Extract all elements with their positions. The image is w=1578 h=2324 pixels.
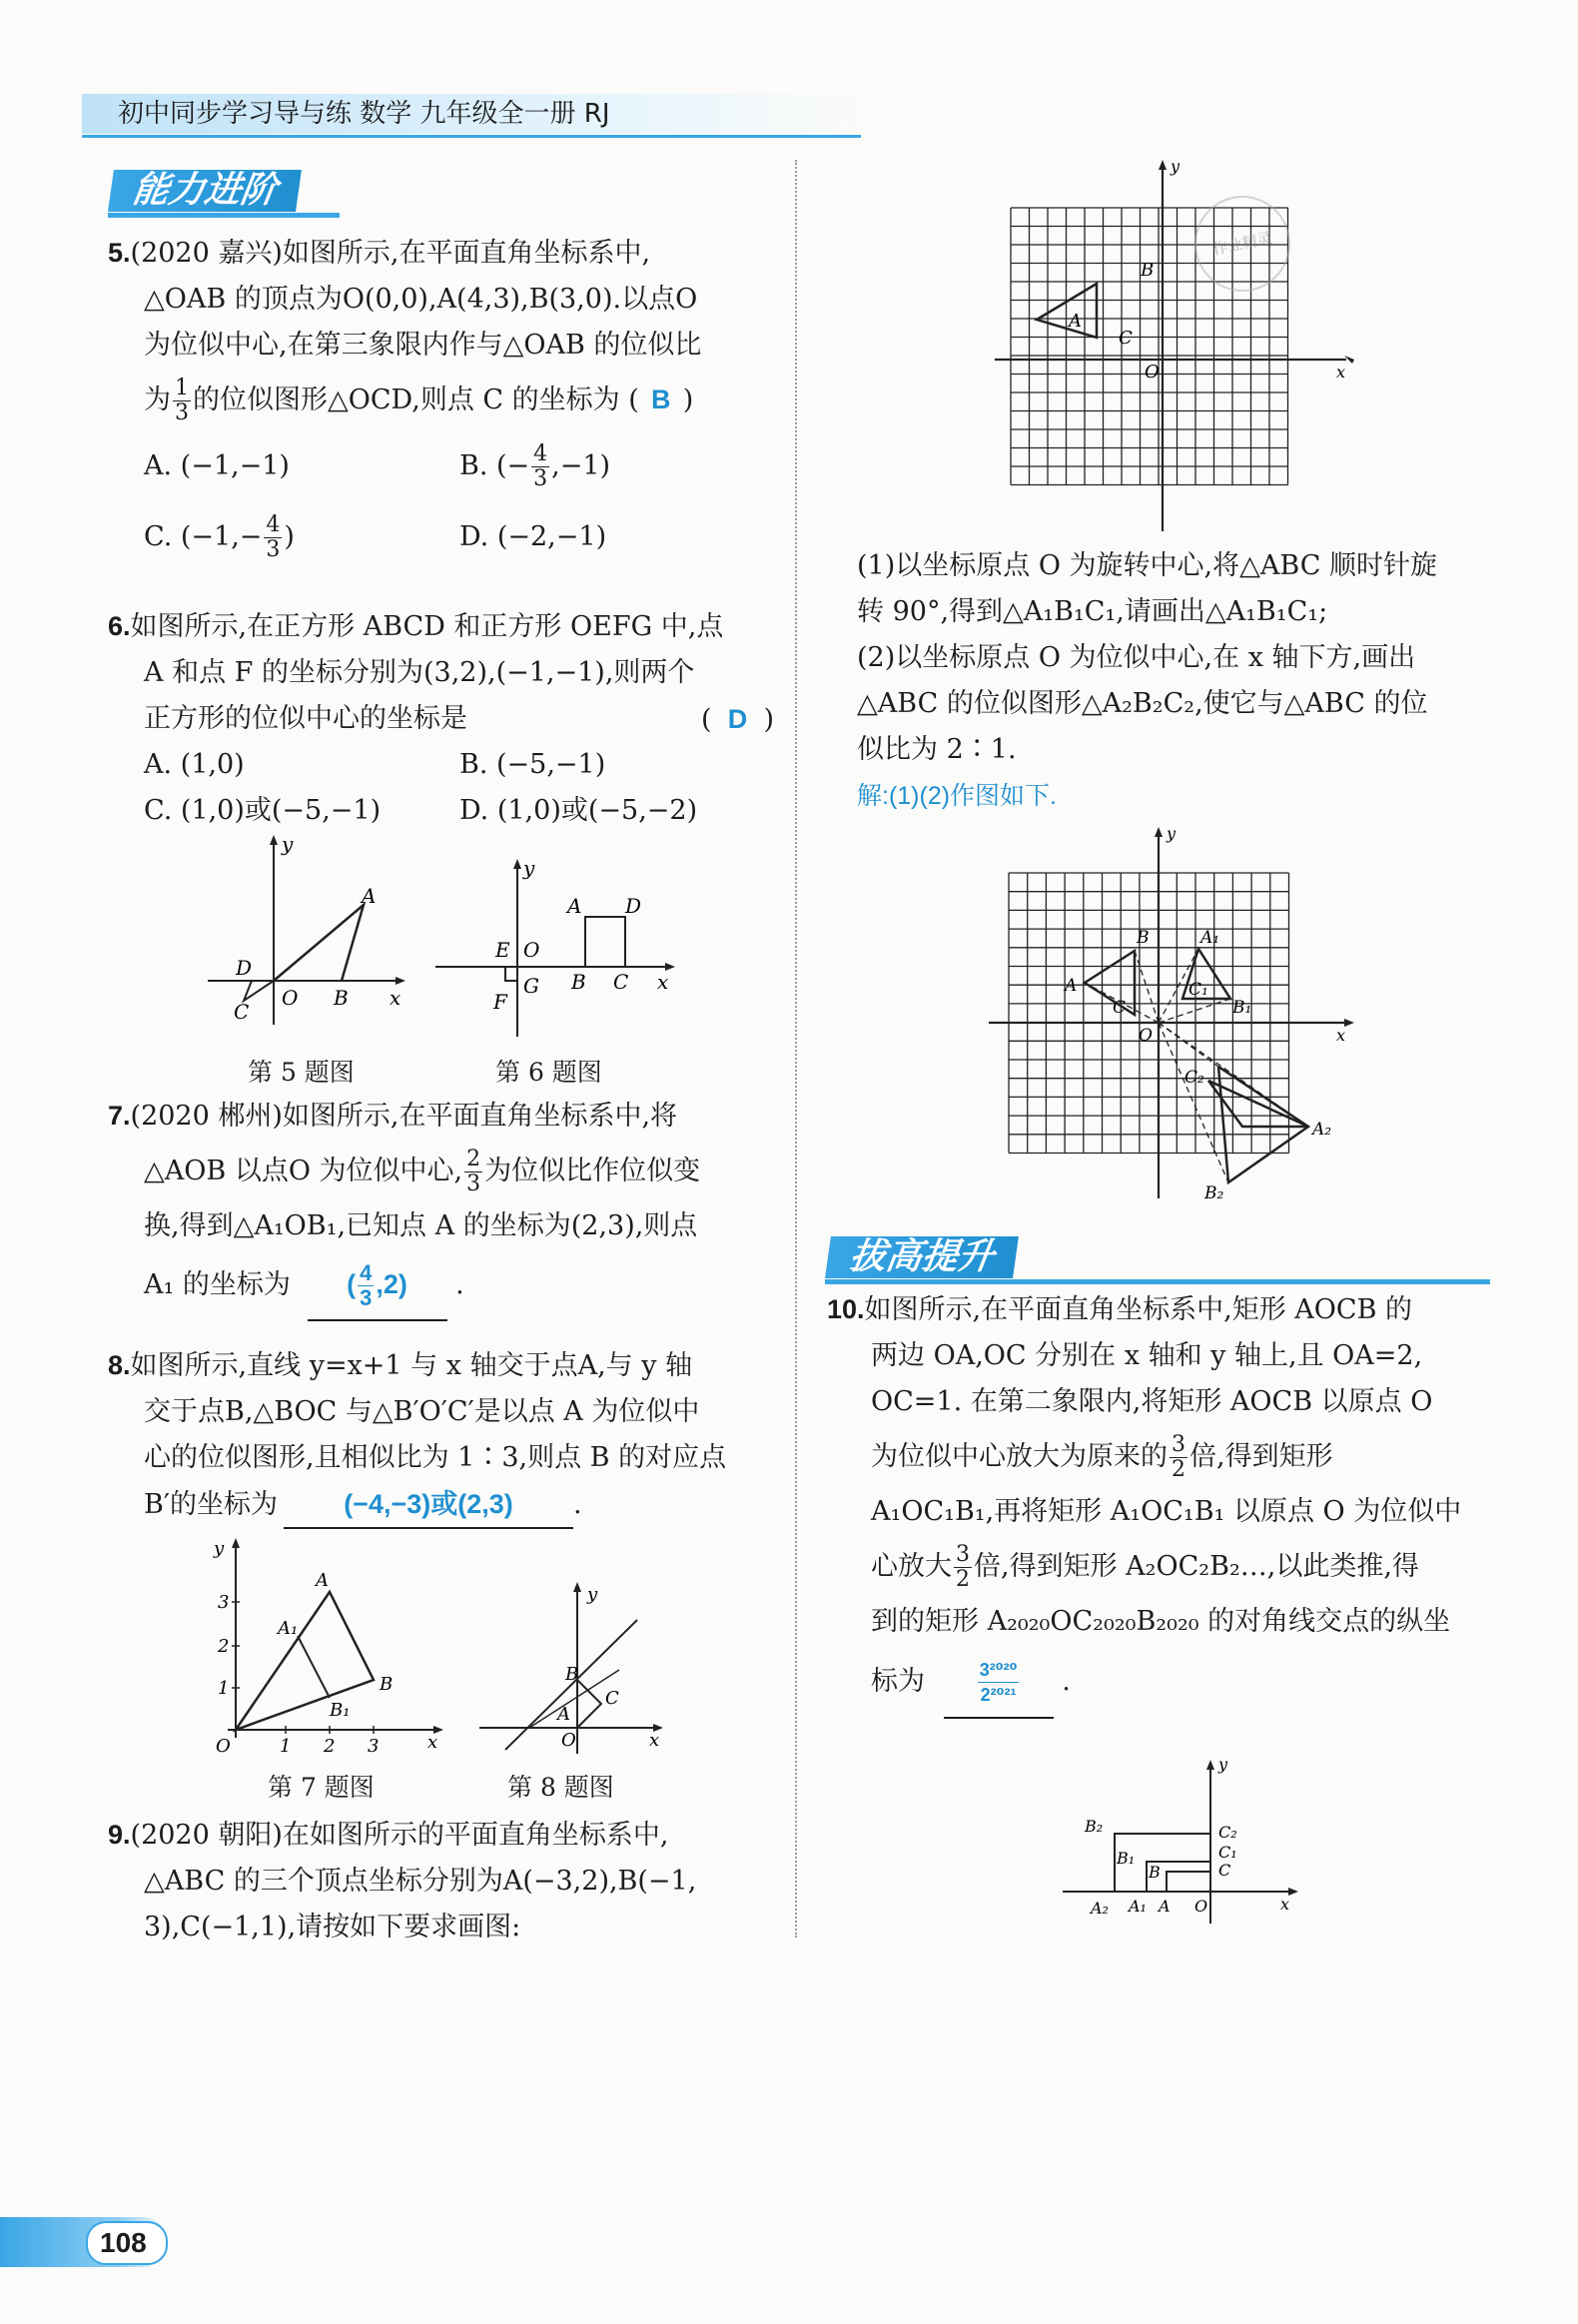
q5: 5.(2020 嘉兴)如图所示,在平面直角坐标系中, △OAB 的顶点为O(0,0),A(4,3),B(3,0).以点O 为位似中心,在第三象限内作与△OAB 的位似比 为 $\frac{1}{3}$ 的位似图形△OCD,则点 C 的坐标为 ( B ) A. (−1,−1) B. (− $\frac{4}{3}$ ,−1) C. (−1,− $\frac{4}{3}$ ) D. (−2,−1) — [108, 230, 779, 572]
svg-text:B: B — [571, 970, 586, 994]
svg-text:G: G — [523, 974, 539, 998]
q6-answer: D — [727, 704, 748, 734]
q6-option-c: C. (1,0)或(−5,−1) — [144, 795, 382, 826]
svg-text:D: D — [236, 956, 253, 980]
q9-parts: (1)以坐标原点 O 为旋转中心,将△ABC 顺时针旋 转 90°,得到△A₁B₁C₁,请画出△A₁B₁C₁; (2)以坐标原点 O 为位似中心,在 x 轴下方,画出 △ABC 的位似图形△A₂B₂C₂,使它与△ABC 的位 似比为 2∶1. 解:(1)(2)作图如下. — [857, 543, 1496, 819]
svg-text:x: x — [1280, 1895, 1290, 1914]
svg-text:A₂: A₂ — [1091, 1899, 1109, 1918]
section-ability-label: 能力进阶 — [108, 170, 302, 212]
svg-text:2: 2 — [218, 1636, 230, 1657]
svg-text:O: O — [1145, 362, 1160, 383]
svg-text:y: y — [214, 1538, 225, 1559]
svg-text:O: O — [523, 938, 540, 962]
svg-text:O: O — [216, 1736, 231, 1757]
svg-text:O: O — [282, 986, 299, 1010]
svg-text:B: B — [1149, 1863, 1161, 1882]
svg-text:A: A — [1159, 1897, 1171, 1916]
svg-text:B: B — [1141, 260, 1155, 281]
q10-answer: $\frac{\text{3²⁰²⁰}}{\text{2²⁰²¹}}$ — [944, 1645, 1054, 1719]
svg-text:A: A — [362, 884, 377, 908]
figure-8 — [469, 1578, 669, 1758]
svg-text:A: A — [1069, 311, 1082, 332]
q7: 7.(2020 郴州)如图所示,在平面直角坐标系中,将 △AOB 以点O 为位似中心, $\frac{2}{3}$ 为位似比作位似变 换,得到△A₁OB₁,已知点 A 的坐标为(2,3),则点 A₁ 的坐标为 ( $\frac{4}{3}$ ,2) . — [108, 1093, 779, 1319]
svg-text:A₂: A₂ — [1312, 1120, 1332, 1140]
page-number-tab — [0, 2217, 168, 2267]
svg-text:B: B — [1137, 928, 1150, 948]
svg-text:x: x — [1336, 363, 1346, 382]
q6-option-d: D. (1,0)或(−5,−2) — [459, 795, 698, 826]
svg-text:3: 3 — [368, 1736, 380, 1757]
svg-text:C: C — [1113, 998, 1127, 1018]
svg-text:O: O — [1194, 1897, 1208, 1916]
svg-text:B: B — [565, 1664, 579, 1685]
fig8-caption: 第 8 题图 — [507, 1773, 614, 1802]
q5-answer: B — [651, 385, 671, 414]
q10: 10.如图所示,在平面直角坐标系中,矩形 AOCB 的 两边 OA,OC 分别在 x 轴和 y 轴上,且 OA=2, OC=1. 在第二象限内,将矩形 AOCB 以原点 O 为位似中心放大为原来的 $\frac{3}{2}$ 倍,得到矩形 A₁OC₁B₁,再将矩形 A₁OC₁B₁ 以原点 O 为位似中 心放大 $\frac{3}{2}$ 倍,得到矩形 A₂OC₂B₂…,以此类推,得 到的矩形 A₂₀₂₀OC₂₀₂₀B₂₀₂₀ 的对角线交点的纵坐 标为 $\frac{\text{3²⁰²⁰}}{\text{2²⁰²¹}}$ . — [827, 1286, 1506, 1717]
svg-text:A: A — [316, 1570, 329, 1591]
svg-text:y: y — [523, 857, 535, 880]
q6-option-a: A. (1,0) — [144, 749, 245, 780]
q8: 8.如图所示,直线 y=x+1 与 x 轴交于点A,与 y 轴 交于点B,△BOC 与△B′O′C′是以点 A 为位似中 心的位似图形,且相似比为 1∶3,则点 B 的对应点 B′的坐标为 (−4,−3)或(2,3) . — [108, 1342, 779, 1529]
page-number: 108 — [100, 2227, 147, 2258]
svg-text:A: A — [557, 1704, 570, 1725]
stamp: 作业精灵 — [1185, 187, 1299, 301]
svg-text:y: y — [1218, 1758, 1228, 1774]
q6: 6.如图所示,在正方形 ABCD 和正方形 OEFG 中,点 A 和点 F 的坐标分别为(3,2),(−1,−1),则两个 正方形的位似中心的坐标是 ( D ) A. (1,0) B. (−5,−1) C. (1,0)或(−5,−1) D. (1,0)或(−5,−2) — [108, 603, 779, 834]
svg-text:x: x — [649, 1730, 660, 1751]
svg-text:O: O — [1139, 1026, 1153, 1046]
q7-answer: ( $\frac{4}{3}$ ,2) — [308, 1249, 447, 1321]
svg-text:C₂: C₂ — [1184, 1068, 1204, 1088]
fig6-caption: 第 6 题图 — [495, 1058, 602, 1087]
svg-text:C: C — [1218, 1861, 1231, 1880]
q8-number: 8. — [108, 1350, 131, 1380]
q9-number: 9. — [108, 1820, 131, 1850]
figure-7 — [208, 1534, 447, 1760]
svg-text:x: x — [427, 1732, 438, 1753]
svg-text:D: D — [625, 894, 642, 918]
svg-text:C: C — [1119, 328, 1133, 349]
svg-text:1: 1 — [280, 1736, 292, 1757]
svg-text:A₁: A₁ — [1129, 1897, 1147, 1916]
section-advance — [825, 1236, 1490, 1284]
svg-text:C: C — [234, 1000, 250, 1024]
svg-text:1: 1 — [218, 1678, 230, 1699]
q5-fraction: $\frac{1}{3}$ — [175, 376, 189, 425]
q5-option-d: D. (−2,−1) — [459, 521, 607, 552]
grid-figure-2 — [989, 827, 1358, 1206]
svg-text:B: B — [334, 986, 349, 1010]
q5-option-c: C. (−1,− $\frac{4}{3}$ ) — [144, 512, 295, 562]
svg-text:E: E — [495, 938, 510, 962]
q5-option-a: A. (−1,−1) — [144, 450, 290, 481]
svg-text:A₁: A₁ — [278, 1618, 299, 1639]
section-advance-label: 拔高提升 — [825, 1236, 1019, 1278]
svg-text:x: x — [390, 986, 401, 1010]
svg-text:C: C — [605, 1688, 619, 1709]
q5-option-b: B. (− $\frac{4}{3}$ ,−1) — [459, 441, 611, 491]
svg-text:B₁: B₁ — [1232, 998, 1252, 1018]
header-bar — [82, 94, 861, 138]
svg-text:C₂: C₂ — [1218, 1823, 1237, 1842]
svg-text:B₂: B₂ — [1204, 1183, 1224, 1203]
q8-answer: (−4,−3)或(2,3) — [284, 1481, 573, 1529]
q5-number: 5. — [108, 238, 131, 268]
fig7-caption: 第 7 题图 — [268, 1773, 375, 1802]
q6-option-b: B. (−5,−1) — [459, 749, 606, 780]
grid-figure-1 — [995, 160, 1354, 539]
q7-number: 7. — [108, 1101, 131, 1131]
svg-text:3: 3 — [218, 1592, 230, 1613]
fig5-caption: 第 5 题图 — [248, 1058, 355, 1087]
svg-text:B₂: B₂ — [1085, 1817, 1104, 1836]
q9: 9.(2020 朝阳)在如图所示的平面直角坐标系中, △ABC 的三个顶点坐标分别为A(−3,2),B(−1, 3),C(−1,1),请按如下要求画图: — [108, 1820, 697, 1942]
svg-text:A₁: A₁ — [1200, 928, 1220, 948]
svg-text:C: C — [613, 970, 629, 994]
svg-text:C₁: C₁ — [1218, 1843, 1237, 1862]
q9-solution: 解:(1)(2)作图如下. — [857, 782, 1058, 810]
figure-5 — [200, 835, 409, 1035]
svg-text:y: y — [587, 1584, 598, 1605]
svg-text:y: y — [1171, 160, 1181, 176]
q6-number: 6. — [108, 611, 131, 641]
svg-text:x: x — [657, 970, 669, 994]
fig5-label: y — [282, 835, 294, 856]
svg-text:C₁: C₁ — [1188, 980, 1208, 1000]
svg-text:B₁: B₁ — [1117, 1849, 1136, 1868]
svg-text:A: A — [1065, 976, 1078, 996]
section-ability — [108, 170, 340, 218]
svg-text:B₁: B₁ — [330, 1700, 351, 1721]
svg-text:x: x — [1336, 1026, 1346, 1045]
figure-6 — [431, 857, 681, 1047]
svg-text:2: 2 — [324, 1736, 336, 1757]
svg-text:y: y — [1167, 827, 1177, 843]
svg-text:A: A — [567, 894, 582, 918]
svg-text:F: F — [493, 990, 507, 1014]
column-divider — [795, 160, 797, 1937]
svg-text:B: B — [380, 1674, 394, 1695]
q10-number: 10. — [827, 1294, 865, 1324]
svg-text:O: O — [561, 1730, 576, 1751]
figure-10 — [1059, 1758, 1308, 1928]
header-title: 初中同步学习导与练 数学 九年级全一册 RJ — [118, 99, 610, 129]
